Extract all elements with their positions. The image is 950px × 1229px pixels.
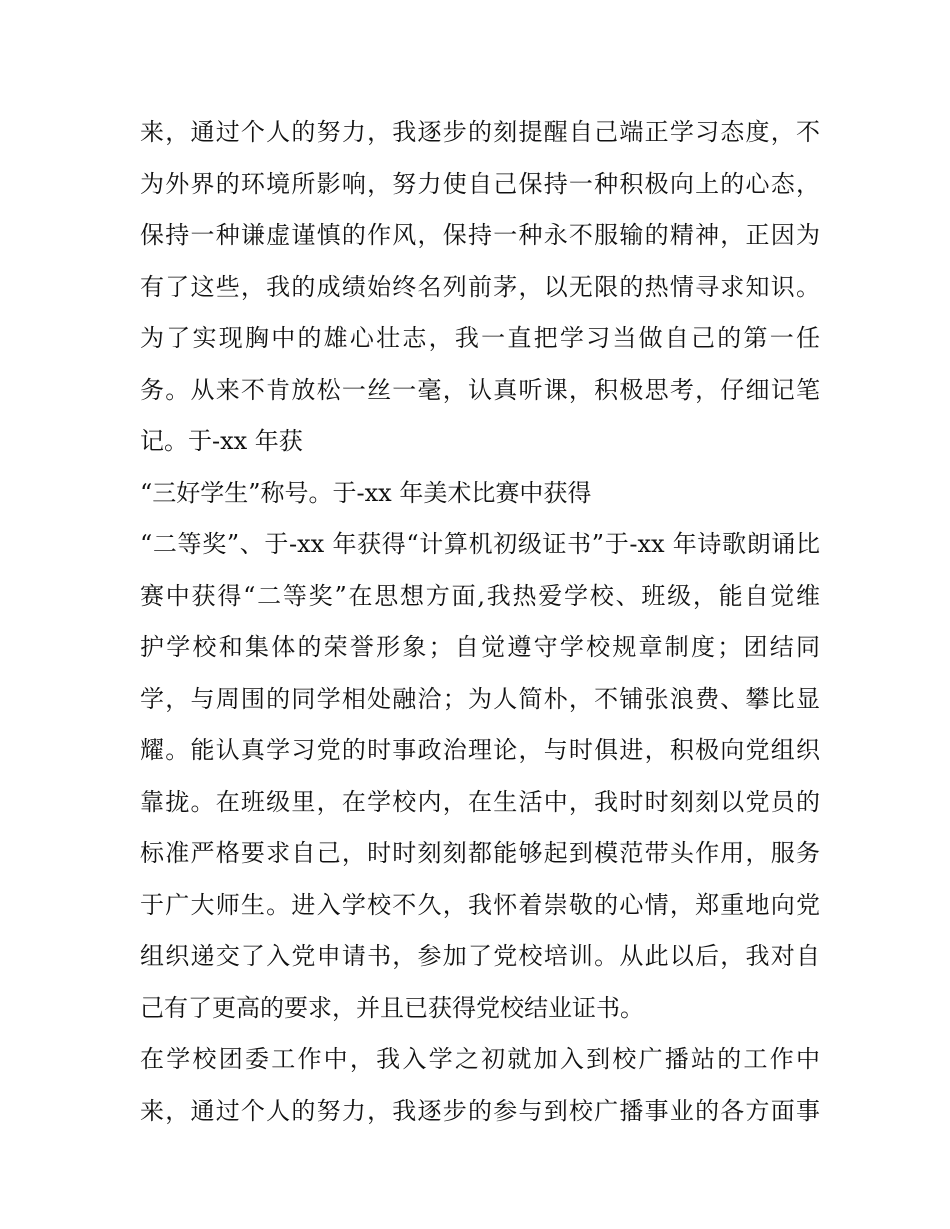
text-line: 记。于-xx 年获 [140,427,303,455]
text-line: “二等奖”、于-xx 年获得“计算机初级证书”于-xx 年诗歌朗诵比 [140,530,820,558]
text-line: 来，通过个人的努力，我逐步的刻提醒自己端正学习态度，不 [140,118,820,146]
text-line: 保持一种谦虚谨慎的作风，保持一种永不服输的精神，正因为 [140,221,820,249]
text-line: 靠拢。在班级里，在学校内，在生活中，我时时刻刻以党员的 [140,787,820,816]
text-line: 赛中获得“二等奖”在思想方面,我热爱学校、班级，能自觉维 [140,581,820,610]
text-line: 组织递交了入党申请书，参加了党校培训。从此以后，我对自 [140,942,820,970]
text-line: 为了实现胸中的雄心壮志，我一直把学习当做自己的第一任 [140,324,820,352]
text-line: 有了这些，我的成绩始终名列前茅，以无限的热情寻求知识。 [140,272,820,301]
text-line: 学，与周围的同学相处融洽；为人简朴，不铺张浪费、攀比显 [140,684,820,713]
text-line: 标准严格要求自己，时时刻刻都能够起到模范带头作用，服务 [140,839,820,867]
text-line: 耀。能认真学习党的时事政治理论，与时俱进，积极向党组织 [140,736,820,764]
text-line: 为外界的环境所影响，努力使自己保持一种积极向上的心态， [140,169,820,198]
text-line: 于广大师生。进入学校不久，我怀着崇敬的心情，郑重地向党 [140,890,820,919]
text-line: 护学校和集体的荣誉形象；自觉遵守学校规章制度；团结同 [140,633,820,661]
text-line: 来，通过个人的努力，我逐步的参与到校广播事业的各方面事 [140,1096,820,1125]
text-line: “三好学生”称号。于-xx 年美术比赛中获得 [140,478,592,507]
text-line: 己有了更高的要求，并且已获得党校结业证书。 [140,993,644,1022]
text-line: 在学校团委工作中，我入学之初就加入到校广播站的工作中 [140,1045,820,1073]
document-body [140,107,820,1137]
text-line: 务。从来不肯放松一丝一毫，认真听课，积极思考，仔细记笔 [140,375,820,404]
